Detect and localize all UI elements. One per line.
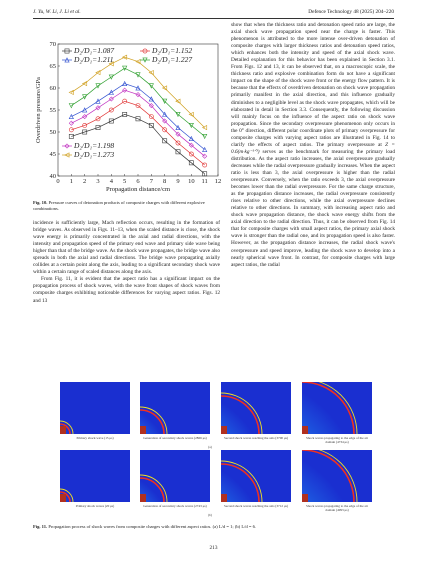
x-tick-label: 3 bbox=[96, 178, 100, 185]
figure-10-chart bbox=[32, 40, 222, 198]
y-tick-label: 60 bbox=[49, 85, 56, 93]
left-paragraph-1: incidence is sufficiently large, Mach reflection occurs, resulting in the formation of bridge waves. As observed in Figs. 11–13, when the scaled distance is close, the shock wave energy is primarily concentrated in the axial and radial directions, with the intensity and propagation speed of the primary end wave and primary side wave being higher than that of the bridge wave. As the shock wave propagates, the bridge wave also spreads in both the axial and radial directions. The bridge wave propagating axially collides at a certain point along the axis, leading to a significant secondary shock wave within a certain range of scaled distances along the axis. bbox=[33, 220, 220, 276]
row-a-panel-3 bbox=[221, 382, 291, 434]
row-a-panel-label-4: Shock waves propagating to the edge of the air domain (4734 μs) bbox=[306, 436, 368, 444]
x-tick-label: 7 bbox=[149, 178, 153, 185]
row-a-panel-2 bbox=[140, 382, 210, 434]
x-tick-label: 10 bbox=[188, 178, 195, 185]
figure-10-caption bbox=[33, 200, 223, 211]
y-tick-label: 70 bbox=[49, 41, 56, 49]
page-number: 213 bbox=[209, 545, 218, 551]
x-tick-label: 2 bbox=[83, 178, 87, 185]
benchmark-formula: Z = 0.6(m·kg⁻¹ᐟ³) bbox=[231, 141, 395, 155]
row-b-panel-3 bbox=[221, 450, 291, 502]
row-b-panel-label-2: Generation of secondary shock waves (2743 μs) bbox=[143, 504, 207, 508]
y-tick-label: 40 bbox=[49, 173, 56, 181]
x-tick-label: 4 bbox=[109, 178, 113, 185]
legend-label: D₂/D₁=1.227 bbox=[152, 55, 193, 64]
header-rule bbox=[33, 18, 394, 19]
legend-label: D₂/D₁=1.087 bbox=[74, 46, 115, 55]
legend-label: D₂/D₁=1.211 bbox=[74, 55, 114, 64]
figure-10-caption-label: Fig. 10. bbox=[33, 200, 48, 205]
x-tick-label: 12 bbox=[214, 178, 222, 185]
row-b-panel-1 bbox=[60, 450, 130, 502]
x-tick-label: 1 bbox=[69, 178, 73, 185]
legend-label: D₂/D₁=1.152 bbox=[152, 46, 193, 55]
x-tick-label: 0 bbox=[56, 178, 60, 185]
y-tick-label: 45 bbox=[49, 151, 56, 159]
left-column-body bbox=[33, 220, 220, 305]
figure-11-caption-label: Fig. 11. bbox=[33, 524, 48, 529]
figure-11-caption-text: Propagation process of shock waves from composite charges with different aspect ratios. (a) L/d = 1; (b) L/d = 6. bbox=[48, 524, 257, 529]
figure-10-caption-text: Pressure curves of detonation products of composite charges with different explosive combinations. bbox=[33, 200, 205, 211]
right-paragraph-2: serves as the benchmark for measuring the primary load distribution. As the aspect ratio increases, the axial overpressure gradually decreases while the radial overpressure gradually increases. When the aspect ratio is less than 3, the axial overpressure is higher than the radial overpressure. Conversely, when the ratio exceeds 3, the axial overpressure becomes lower than the radial overpressure. For the same charge structure, as the propagation distance increases, the radial overpressure consistently rises relative to other directions, while the axial overpressure declines relative to other directions. In summary, with increasing aspect ratio and shock wave propagation distance, the shock wave energy shifts from the axial direction to the radial direction. Thus, it can be observed from Fig. 14 that for composite charges with small aspect ratios, the primary axial shock wave is stronger than the radial one, and its propagation speed is also faster. However, as the propagation distance increases, the radial shock wave's overpressure and speed improve, leading the shock wave to develop into a nearly spherical wave front. In contrast, for composite charges with large aspect ratios, the radial bbox=[231, 148, 395, 268]
y-tick-label: 65 bbox=[49, 63, 56, 71]
row-b-label: (b) bbox=[208, 513, 212, 517]
x-tick-label: 5 bbox=[123, 178, 127, 185]
figure-11-caption bbox=[33, 524, 393, 530]
row-a-label: (a) bbox=[208, 445, 212, 449]
row-b-panel-label-3: Second shock waves reaching the axis (3712 μs) bbox=[224, 504, 288, 508]
row-a-panel-label-3: Second shock waves reaching the axis (3700 μs) bbox=[224, 436, 288, 440]
legend-label: D₂/D₁=1.198 bbox=[74, 141, 115, 150]
running-header-journal: Defence Technology 48 (2025) 204–220 bbox=[308, 9, 394, 15]
y-tick-label: 50 bbox=[49, 129, 56, 137]
left-paragraph-2: From Fig. 11, it is evident that the aspect ratio has a significant impact on the propagation process of shock waves, with the wave front shapes of shock waves from composite charges exhibiting noticeable differences for varying aspect ratios. Figs. 12 and 13 bbox=[33, 276, 220, 304]
right-column-body bbox=[231, 22, 395, 269]
row-a-panel-label-2: Generation of secondary shock waves (2866 μs) bbox=[143, 436, 207, 440]
row-a-panel-1 bbox=[60, 382, 130, 434]
row-a-panel-label-1: Primary shock wave (15 μs) bbox=[76, 436, 114, 440]
x-tick-label: 9 bbox=[176, 178, 180, 185]
row-b-panel-label-4: Shock waves propagating to the edge of the air domain (4993 μs) bbox=[306, 504, 368, 512]
y-tick-label: 55 bbox=[49, 107, 56, 115]
x-tick-label: 11 bbox=[201, 178, 208, 185]
legend-label: D₂/D₁=1.273 bbox=[74, 150, 115, 159]
row-b-panel-4 bbox=[302, 450, 372, 502]
y-axis-label: Overdriven pressure/GPa bbox=[35, 77, 42, 143]
running-header-authors: J. Yu, W. Li, J. Li et al. bbox=[33, 9, 81, 15]
x-tick-label: 6 bbox=[136, 178, 140, 185]
x-tick-label: 8 bbox=[163, 178, 167, 185]
row-a-panel-4 bbox=[302, 382, 372, 434]
row-b-panel-label-1: Primary shock waves (20 μs) bbox=[75, 504, 115, 508]
x-axis-label: Propagation distance/cm bbox=[105, 186, 171, 193]
right-paragraph-1: show that when the thickness ratio and detonation speed ratio are large, the axial shock wave propagation speed near the charge is faster. This phenomenon is attributed to the more intense over-driven detonation of composite charges with larger thickness ratios and detonation speed ratios, which enhances both the intensity and speed of the axial shock wave. Detailed explanation for this behavior has been explained in Section 3.1. From Figs. 12 and 13, it can be observed that, on a macroscopic scale, the thickness ratio and explosive combination form do not have a significant impact on the shape of the shock wave front or the energy flow pattern. It is because that the effects of overdriven detonation on shock wave propagation primarily manifest in the axial direction, and this influence gradually diminishes to a negligible level as the shock wave propagates, which will be elaborated in detail in Section 3.3. Consequently, the following discussion will mainly focus on the influence of the aspect ratio on shock wave propagation. Since the secondary overpressure phenomenon only occurs in the 0° direction, different polar coordinate plots of primary overpressure for composite charges with varying aspect ratios are illustrated in Fig. 14 to clarify the effects of aspect ratios. The primary overpressure at bbox=[231, 22, 395, 148]
row-b-panel-2 bbox=[140, 450, 210, 502]
